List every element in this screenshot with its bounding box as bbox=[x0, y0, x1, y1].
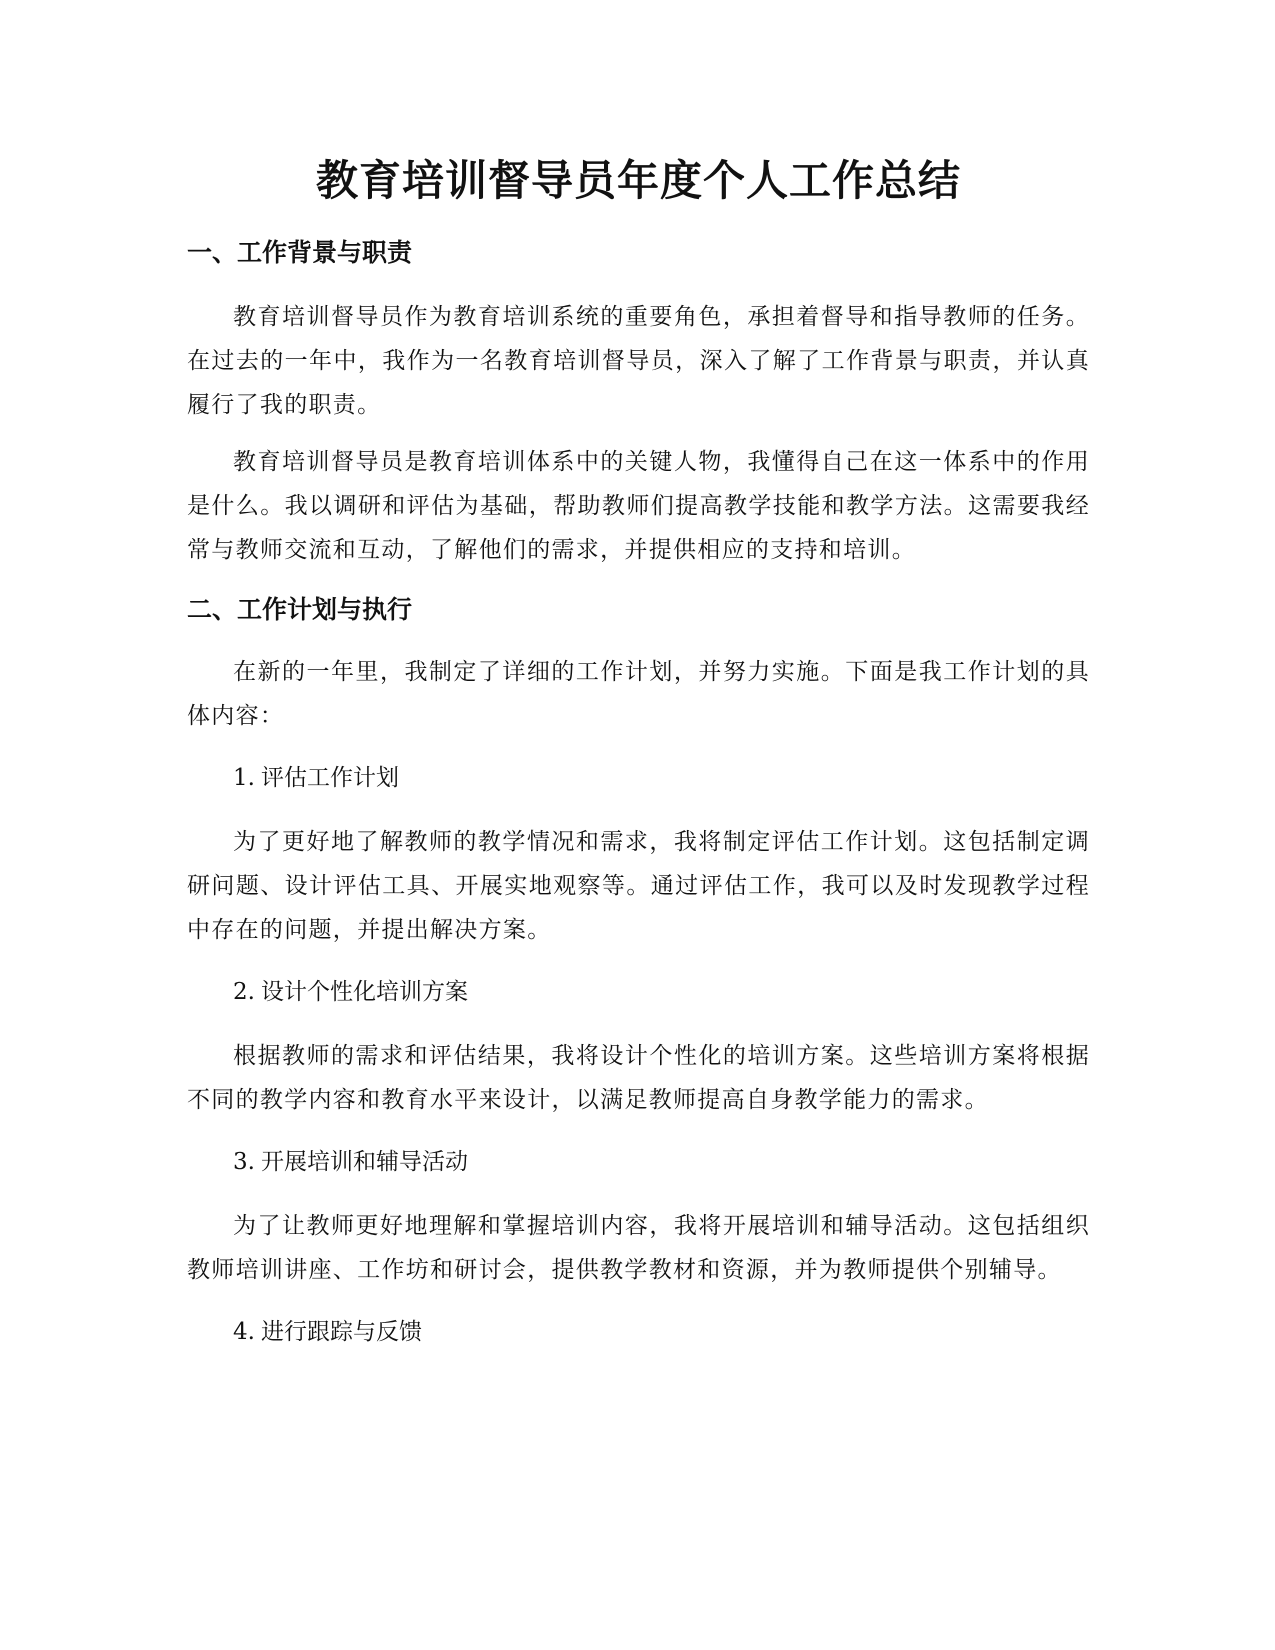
list-item-number: 1. bbox=[233, 765, 255, 791]
paragraph-plan-intro: 在新的一年里，我制定了详细的工作计划，并努力实施。下面是我工作计划的具体内容： bbox=[187, 659, 1090, 729]
paragraph-training-design: 根据教师的需求和评估结果，我将设计个性化的培训方案。这些培训方案将根据不同的教学内容和教育水平来设计，以满足教师提高自身教学能力的需求。 bbox=[187, 1043, 1090, 1113]
list-item-heading bbox=[187, 760, 1090, 796]
section-heading-plan: 二、工作计划与执行 bbox=[187, 595, 413, 624]
list-item-label: 进行跟踪与反馈 bbox=[260, 1319, 422, 1345]
paragraph-role-importance: 教育培训督导员是教育培训体系中的关键人物，我懂得自己在这一体系中的作用是什么。我以调研和评估为基础，帮助教师们提高教学技能和教学方法。这需要我经常与教师交流和互动，了解他们的需求，并提供相应的支持和培训。 bbox=[187, 449, 1090, 563]
list-item-number: 4. bbox=[233, 1319, 255, 1345]
paragraph-role-overview: 教育培训督导员作为教育培训系统的重要角色，承担着督导和指导教师的任务。在过去的一年中，我作为一名教育培训督导员，深入了解了工作背景与职责，并认真履行了我的职责。 bbox=[187, 304, 1090, 418]
list-item-number: 2. bbox=[233, 979, 255, 1005]
document-title: 教育培训督导员年度个人工作总结 bbox=[315, 156, 961, 205]
paragraph-evaluation-plan: 为了更好地了解教师的教学情况和需求，我将制定评估工作计划。这包括制定调研问题、设计评估工具、开展实地观察等。通过评估工作，我可以及时发现教学过程中存在的问题，并提出解决方案。 bbox=[187, 829, 1090, 943]
list-item-label: 评估工作计划 bbox=[260, 765, 399, 791]
document-body bbox=[187, 148, 1090, 1350]
list-item-heading bbox=[187, 1314, 1090, 1350]
list-item-number: 3. bbox=[233, 1149, 255, 1175]
list-item-label: 设计个性化培训方案 bbox=[260, 979, 468, 1005]
list-item-heading bbox=[187, 974, 1090, 1010]
list-item-heading bbox=[187, 1144, 1090, 1180]
list-item-label: 开展培训和辅导活动 bbox=[260, 1149, 468, 1175]
section-heading-background: 一、工作背景与职责 bbox=[187, 238, 413, 267]
paragraph-training-activities: 为了让教师更好地理解和掌握培训内容，我将开展培训和辅导活动。这包括组织教师培训讲座、工作坊和研讨会，提供教学教材和资源，并为教师提供个别辅导。 bbox=[187, 1213, 1090, 1283]
